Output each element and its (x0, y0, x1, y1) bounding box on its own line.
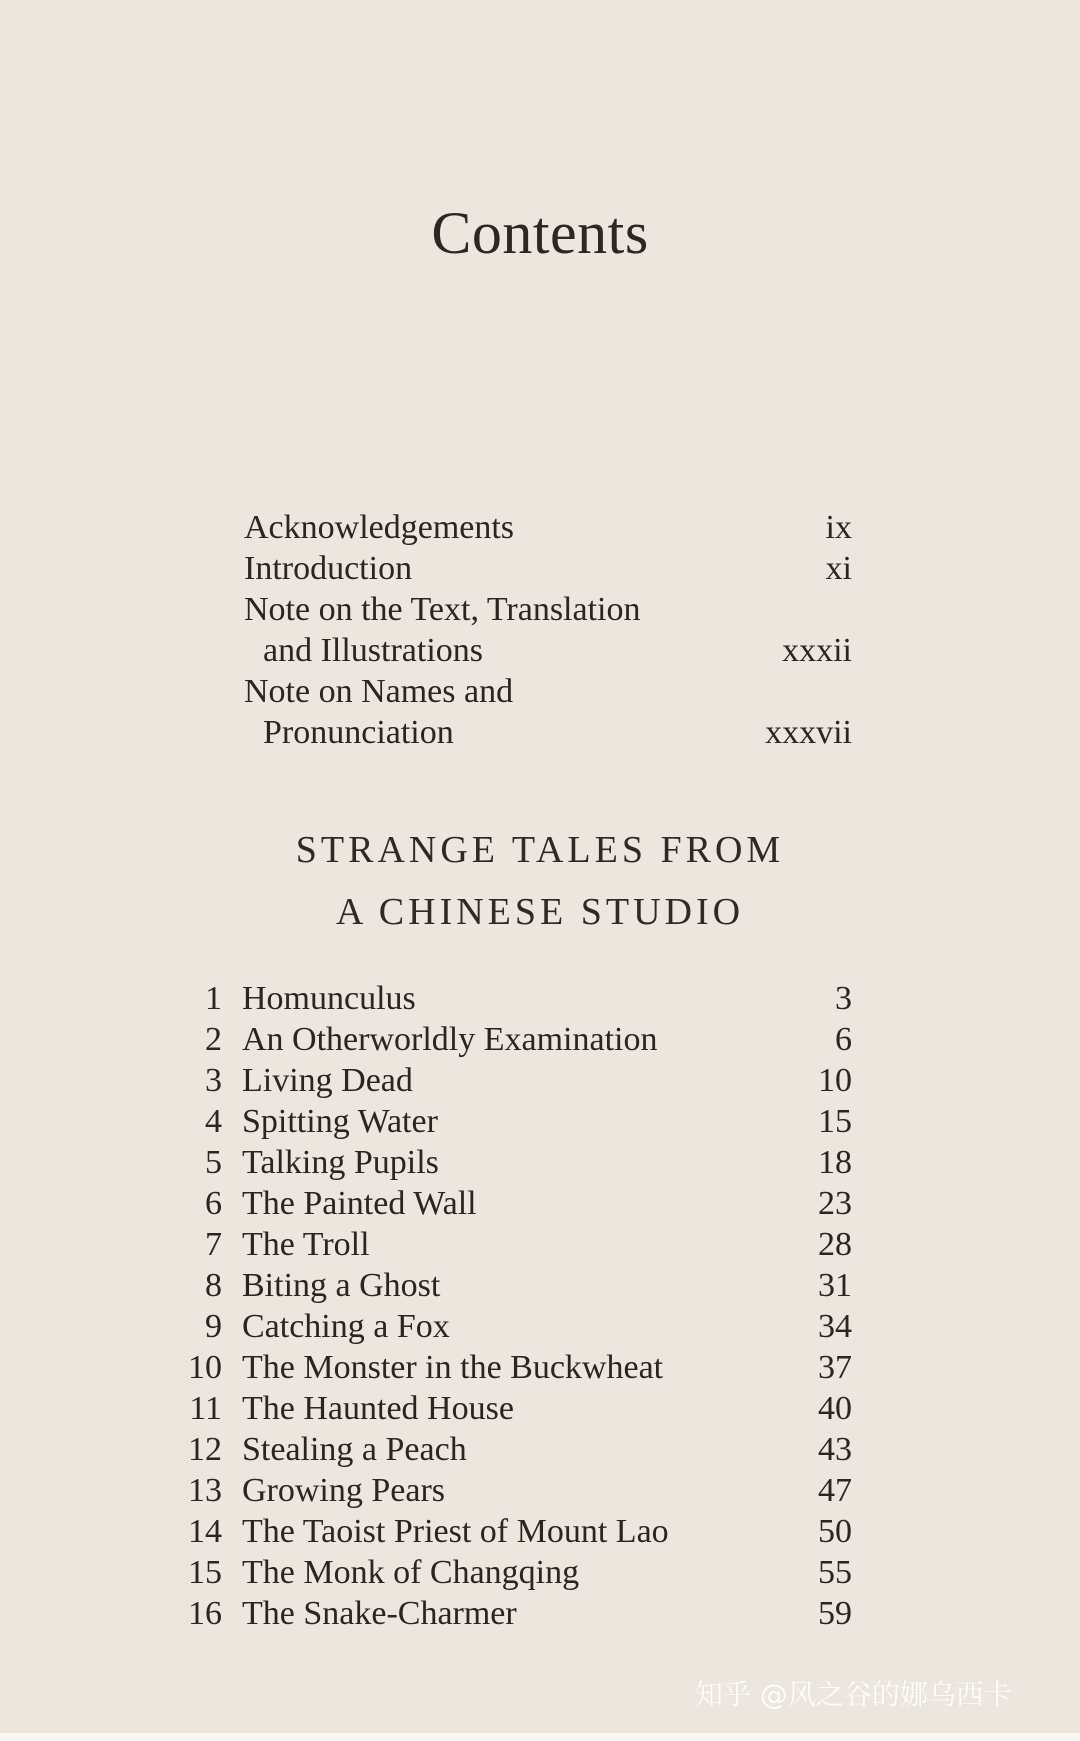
section-title-line: STRANGE TALES FROM (295, 829, 785, 871)
tale-page: 10 (818, 1062, 852, 1099)
tale-page: 43 (818, 1431, 852, 1468)
tale-title: The Snake-Charmer (242, 1595, 517, 1632)
tale-number: 7 (205, 1226, 222, 1263)
tale-page: 3 (835, 980, 852, 1017)
tale-number: 11 (189, 1390, 222, 1427)
tale-number: 4 (205, 1103, 222, 1140)
front-matter-label: and Illustrations (263, 632, 484, 669)
front-matter-page: xxxii (782, 632, 852, 669)
tale-page: 15 (818, 1103, 852, 1140)
tale-title: The Troll (242, 1226, 370, 1263)
tale-page: 23 (818, 1185, 852, 1222)
front-matter-label: Acknowledgements (244, 509, 515, 546)
tale-number: 2 (205, 1021, 222, 1058)
tale-number: 10 (188, 1349, 222, 1386)
tale-number: 1 (205, 980, 222, 1017)
tale-title: The Haunted House (242, 1390, 514, 1427)
tale-title: The Monster in the Buckwheat (242, 1349, 664, 1386)
tale-title: Spitting Water (242, 1103, 438, 1140)
tale-page: 31 (818, 1267, 852, 1304)
tale-page: 18 (818, 1144, 852, 1181)
front-matter-page: ix (825, 509, 852, 546)
tale-page: 28 (818, 1226, 852, 1263)
tale-number: 3 (205, 1062, 222, 1099)
front-matter-label: Pronunciation (263, 714, 454, 751)
tale-title: Living Dead (242, 1062, 413, 1099)
tale-number: 9 (205, 1308, 222, 1345)
tale-number: 12 (188, 1431, 222, 1468)
tale-page: 47 (818, 1472, 852, 1509)
tale-page: 34 (818, 1308, 852, 1345)
tale-title: Stealing a Peach (242, 1431, 467, 1468)
tale-page: 50 (818, 1513, 852, 1550)
tale-title: The Monk of Changqing (242, 1554, 580, 1591)
page-title: Contents (431, 200, 649, 266)
tale-title: Catching a Fox (242, 1308, 450, 1345)
front-matter-page: xxxvii (765, 714, 852, 751)
tale-number: 15 (188, 1554, 222, 1591)
tale-number: 14 (188, 1513, 222, 1550)
tale-title: Homunculus (242, 980, 416, 1017)
tale-title: Growing Pears (242, 1472, 446, 1509)
tale-page: 40 (818, 1390, 852, 1427)
tale-title: Biting a Ghost (242, 1267, 441, 1304)
section-title-line: A CHINESE STUDIO (335, 891, 745, 933)
front-matter-label: Note on Names and (244, 673, 514, 710)
front-matter-page: xi (825, 550, 852, 587)
tale-title: Talking Pupils (242, 1144, 439, 1181)
page-bottom-edge (0, 1733, 1080, 1741)
tale-number: 13 (188, 1472, 222, 1509)
tale-number: 8 (205, 1267, 222, 1304)
tale-title: The Painted Wall (242, 1185, 477, 1222)
tale-page: 6 (835, 1021, 852, 1058)
source-watermark: 知乎 @风之谷的娜乌西卡 (695, 1678, 1012, 1711)
front-matter-label: Note on the Text, Translation (244, 591, 641, 628)
tale-title: The Taoist Priest of Mount Lao (242, 1513, 669, 1550)
front-matter-label: Introduction (244, 550, 413, 587)
tale-number: 6 (205, 1185, 222, 1222)
tale-page: 37 (818, 1349, 852, 1386)
tale-page: 55 (818, 1554, 852, 1591)
tale-number: 16 (188, 1595, 222, 1632)
tale-number: 5 (205, 1144, 222, 1181)
tale-page: 59 (818, 1595, 852, 1632)
tale-title: An Otherworldly Examination (242, 1021, 658, 1058)
